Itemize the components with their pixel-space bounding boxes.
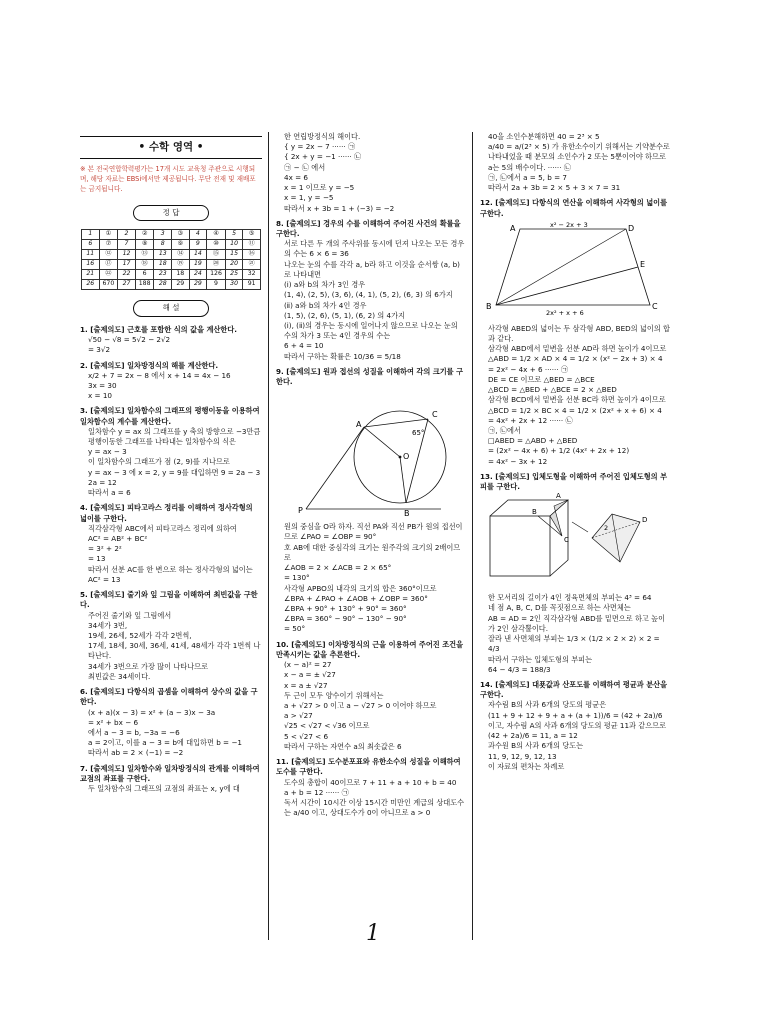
column-2 (276, 132, 466, 823)
item-line: 따라서 구하는 자연수 a의 최솟값은 6 (284, 741, 402, 751)
item-line: 나오는 눈의 수를 각각 a, b라 하고 이것을 순서쌍 (a, b)로 나타내면 (284, 259, 460, 279)
item-line: △ABD = 1/2 × AD × 4 = 1/2 × (x² − 2x + 3) × 4 (488, 354, 663, 364)
answer-value: 32 (243, 270, 261, 280)
item-line: a = 2이고, 이를 a − 3 = b에 대입하면 b = −1 (88, 738, 242, 748)
answer-value: 9 (207, 280, 226, 290)
item-heading: 9. [출제의도] 원과 접선의 성질을 이해하여 각의 크기를 구한다. (276, 366, 464, 387)
question-number: 26 (82, 280, 100, 290)
item-line: (ⅰ), (ⅱ)의 경우는 동시에 일어나지 않으므로 나오는 눈의 수의 차가 3 또는 4인 경우의 수는 (284, 320, 458, 341)
item-line: 잘라 낸 사면체의 부피는 1/3 × (1/2 × 2 × 2) × 2 = 4/3 (488, 634, 660, 654)
question-number: 29 (189, 280, 207, 290)
item-line: 19세, 26세, 52세가 각각 2번씩, (88, 630, 192, 640)
item-line: AC² = 13 (88, 574, 121, 584)
item-line: ㉠, ㉡에서 (488, 425, 521, 435)
item-line: 이 자료의 편차는 차례로 (488, 761, 565, 771)
answer-value: 670 (99, 280, 118, 290)
item-line: 5 < √27 < 6 (284, 731, 329, 741)
explanation-item (276, 132, 466, 214)
item-line: (ⅰ) a와 b의 차가 3인 경우 (284, 280, 366, 290)
item-line: = 4x² − 3x + 12 (488, 456, 548, 466)
item-heading: 2. [출제의도] 일차방정식의 해를 계산한다. (80, 360, 219, 370)
item-line: y = ax − 3 (88, 447, 127, 457)
item-line: 일차함수 y = ax 의 그래프를 y 축의 방향으로 −3만큼 평행이동한 그래프를 나타내는 일차함수의 식은 (88, 426, 261, 447)
question-number: 9 (189, 240, 207, 250)
item-line: 17세, 18세, 30세, 36세, 41세, 48세가 각각 1번씩 나타난다. (88, 641, 261, 661)
item-line: AC² = AB² + BC² (88, 534, 148, 544)
question-number: 22 (118, 270, 136, 280)
item-line: 자수림 B의 사과 6개의 당도의 평균은 (488, 700, 607, 710)
answer-table (81, 229, 261, 290)
answer-value: ㉑ (243, 260, 261, 270)
label-E: E (640, 259, 646, 269)
question-number: 2 (118, 230, 136, 240)
label-top-side: x² − 2x + 3 (550, 220, 588, 229)
question-number: 19 (189, 260, 207, 270)
item-line: 34세가 3번, (88, 620, 128, 630)
label-B: B (404, 509, 410, 518)
item-heading: 1. [출제의도] 근호를 포함한 식의 값을 계산한다. (80, 324, 238, 334)
item-heading: 5. [출제의도] 줄기와 잎 그림을 이해하여 최빈값을 구한다. (80, 590, 258, 610)
answer-row (82, 240, 261, 250)
explanation-item (480, 593, 670, 675)
figure-trapezoid (480, 219, 670, 319)
question-number: 21 (82, 270, 100, 280)
answer-value: ⑧ (135, 240, 154, 250)
answer-value: 6 (135, 270, 154, 280)
item-line: 34세가 3번으로 가장 많이 나타나므로 (88, 661, 209, 671)
item-line: 따라서 구하는 확률은 10/36 = 5/18 (284, 351, 401, 361)
label-C: C (564, 536, 569, 545)
answer-value: 29 (172, 280, 190, 290)
answer-value: 91 (243, 280, 261, 290)
item-line: (1, 5), (2, 6), (5, 1), (6, 2) 의 4가지 (284, 310, 405, 320)
question-number: 6 (82, 240, 100, 250)
item-line: = 4x² + 2x + 12 ······ ㉡ (488, 415, 573, 425)
question-number: 5 (225, 230, 243, 240)
item-heading: 10. [출제의도] 이차방정식의 근을 이용하여 주어진 조건을 만족시키는 값을 추론한다. (276, 639, 464, 659)
item-line: △BCD = 1/2 × BC × 4 = 1/2 × (2x² + x + 6) × 4 (488, 405, 662, 415)
question-number: 30 (225, 280, 243, 290)
label-bottom-side: 2x² + x + 6 (546, 308, 584, 317)
item-line: 한 연립방정식의 해이다. (284, 132, 361, 141)
question-number: 12 (118, 250, 136, 260)
answer-row (82, 260, 261, 270)
item-line: 따라서 2a + 3b = 2 × 5 + 3 × 7 = 31 (488, 183, 621, 193)
item-line: 주어진 줄기와 잎 그림에서 (88, 610, 172, 620)
item-heading: 3. [출제의도] 일차함수의 그래프의 평행이동을 이용하여 일차함수의 계수를 계산한다. (80, 406, 260, 426)
answer-value: ㉒ (99, 270, 118, 280)
label-C: C (432, 410, 438, 420)
explanation-item (480, 198, 670, 318)
item-line: a + √27 > 0 이고 a − √27 > 0 이어야 하므로 (284, 700, 437, 710)
item-line: DE = CE 이므로 △BED = △BCE (488, 374, 595, 384)
item-line: x = 1, y = −5 (284, 193, 334, 203)
item-line: 사각형 APBO의 내각의 크기의 합은 360°이므로 (284, 583, 437, 593)
label-A: A (510, 223, 516, 233)
label-A: A (556, 492, 561, 501)
item-line: x/2 + 7 = 2x − 8 에서 x + 14 = 4x − 16 (88, 370, 231, 380)
item-line: ∠BPA = 360° − 90° − 130° − 90° (284, 614, 407, 624)
item-line: 11, 9, 12, 9, 12, 13 (488, 751, 557, 761)
question-number: 20 (225, 260, 243, 270)
item-line: a + b = 12 ······ ㉠ (284, 787, 349, 797)
item-line: 따라서 a = 6 (88, 488, 131, 498)
explanation-item (276, 640, 466, 752)
figure-circle-tangent (276, 387, 466, 517)
page-number: 1 (366, 921, 380, 946)
item-line: 따라서 구하는 입체도형의 부피는 (488, 654, 593, 664)
question-number: 23 (154, 270, 172, 280)
item-line: 한 모서리의 길이가 4인 정육면체의 부피는 4³ = 64 (488, 593, 652, 603)
answer-value: ⑯ (243, 250, 261, 260)
item-heading: 12. [출제의도] 다항식의 연산을 이해하여 사각형의 넓이를 구한다. (480, 198, 668, 218)
question-number: 24 (189, 270, 207, 280)
item-line: 삼각형 BCD에서 밑변을 선분 BC라 하면 높이가 4이므로 (488, 395, 666, 405)
answer-row (82, 280, 261, 290)
section-title: • 수학 영역 • (80, 136, 262, 159)
item-line: 과수원 B의 사과 6개의 당도는 (488, 741, 584, 751)
answer-value: ⑳ (207, 260, 226, 270)
item-line: (ⅱ) a와 b의 차가 4인 경우 (284, 300, 367, 310)
item-heading: 6. [출제의도] 다항식의 곱셈을 이해하여 상수의 값을 구한다. (80, 687, 258, 707)
item-line: 에서 a − 3 = b, −3a = −6 (88, 727, 180, 737)
answer-value: ⑭ (172, 250, 190, 260)
explanation-item (80, 361, 262, 402)
item-line: 도수의 총합이 40이므로 7 + 11 + a + 10 + b = 40 (284, 777, 457, 787)
answer-value: ⑱ (135, 260, 154, 270)
answer-value: ⑦ (99, 240, 118, 250)
explanation-item (80, 325, 262, 356)
item-line: x = a ± √27 (284, 680, 328, 690)
item-line: ㉠, ㉡에서 a = 5, b = 7 (488, 172, 567, 182)
answer-value: ⑤ (243, 230, 261, 240)
explanation-item (80, 687, 262, 759)
item-line: 따라서 ab = 2 × (−1) = −2 (88, 748, 184, 758)
explanation-item (480, 680, 670, 772)
question-number: 3 (154, 230, 172, 240)
item-line: 두 근이 모두 양수이기 위해서는 (284, 690, 384, 700)
item-line: a/40 = a/(2³ × 5) 가 유한소수이기 위해서는 기약분수로 나타내었을 때 분모의 소인수가 2 또는 5뿐이어야 하므로 a는 5의 배수이다. ······ ㉡ (488, 142, 670, 172)
answer-value: ⑩ (207, 240, 226, 250)
item-line: AB = AD = 2인 직각삼각형 ABD를 밑면으로 하고 높이가 2인 삼각뿔이다. (488, 613, 666, 633)
item-line: ∠BPA + 90° + 130° + 90° = 360° (284, 604, 407, 613)
item-line: = (2x² − 4x + 6) + 1/2 (4x² + 2x + 12) (488, 446, 630, 456)
item-line: (11 + 9 + 12 + 9 + a + (a + 1))/6 = (42 + 2a)/6 (488, 710, 663, 720)
label-D: D (628, 223, 635, 233)
question-number: 15 (225, 250, 243, 260)
question-number: 28 (154, 280, 172, 290)
item-heading: 14. [출제의도] 대푯값과 산포도를 이해하여 평균과 분산을 구한다. (480, 680, 668, 700)
item-line: 직각삼각형 ABC에서 피타고라스 정리에 의하여 (88, 523, 237, 533)
item-line: = 3√2 (88, 345, 111, 355)
question-number: 17 (118, 260, 136, 270)
question-number: 25 (225, 270, 243, 280)
item-line: 4x = 6 (284, 172, 308, 182)
answers-label: 정 답 (133, 205, 209, 222)
item-line: 이고, 자수림 A의 사과 6개의 당도의 평균 11과 같으므로 (488, 720, 667, 730)
answer-value: ⑫ (99, 250, 118, 260)
item-line: = 50° (284, 624, 306, 634)
question-number: 7 (118, 240, 136, 250)
item-line: x = 10 (88, 391, 112, 401)
item-line: 2a = 12 (88, 477, 117, 487)
column-1 (80, 132, 262, 799)
question-number: 8 (154, 240, 172, 250)
question-number: 16 (82, 260, 100, 270)
explanation-label: 해 설 (133, 300, 209, 317)
item-line: (x − a)² = 27 (284, 660, 332, 670)
item-line: = x² + bx − 6 (88, 717, 139, 727)
item-line: △BCD = △BED + △BCE = 2 × △BED (488, 385, 617, 395)
explanation-item (276, 522, 466, 634)
item-line: 네 점 A, B, C, D를 꼭짓점으로 하는 사면체는 (488, 603, 631, 613)
label-D: D (642, 516, 648, 525)
explanation-item (480, 472, 670, 588)
item-line: 최빈값은 34세이다. (88, 671, 151, 681)
item-line: 독서 시간이 10시간 이상 15시간 미만인 계급의 상대도수는 a/40 이고, 상대도수가 0이 아니므로 a > 0 (284, 797, 465, 818)
question-number: 1 (82, 230, 100, 240)
item-line: y = ax − 3 에 x = 2, y = 9를 대입하면 9 = 2a − 3 (88, 467, 261, 477)
explanation-item (276, 219, 466, 362)
question-number: 11 (82, 250, 100, 260)
answer-value: ⑨ (172, 240, 190, 250)
explanation-item (276, 367, 466, 517)
answer-value: ① (99, 230, 118, 240)
label-C: C (652, 301, 658, 311)
item-line: { 2x + y = −1 ······ ㉡ (284, 152, 362, 162)
label-length: 2 (604, 524, 609, 533)
item-line: = 13 (88, 554, 106, 564)
label-B: B (486, 301, 492, 311)
answer-value: ⑲ (172, 260, 190, 270)
answer-value: ⑰ (99, 260, 118, 270)
item-line: (42 + 2a)/6 = 11, a = 12 (488, 731, 578, 741)
question-number: 14 (189, 250, 207, 260)
question-number: 27 (118, 280, 136, 290)
answer-value: 18 (172, 270, 190, 280)
explanation-item (80, 503, 262, 585)
answer-row (82, 270, 261, 280)
label-P: P (298, 506, 303, 516)
question-number: 18 (154, 260, 172, 270)
item-line: 6 + 4 = 10 (284, 341, 324, 351)
item-line: 따라서 선분 AC를 한 변으로 하는 정사각형의 넓이는 (88, 564, 253, 574)
explanation-item (80, 406, 262, 498)
item-line: 40을 소인수분해하면 40 = 2³ × 5 (488, 132, 600, 141)
item-line: ㉠ − ㉡ 에서 (284, 162, 326, 172)
explanation-list-1 (80, 325, 262, 794)
answer-value: 188 (135, 280, 154, 290)
item-line: 3x = 30 (88, 380, 117, 390)
item-line: ∠AOB = 2 × ∠ACB = 2 × 65° (284, 563, 392, 573)
answer-row (82, 230, 261, 240)
answer-value: ⑮ (207, 250, 226, 260)
label-angle: 65° (412, 429, 425, 438)
item-heading: 4. [출제의도] 피타고라스 정리를 이해하여 정사각형의 넓이를 구한다. (80, 503, 253, 523)
figure-cube (480, 492, 670, 588)
item-line: 서로 다른 두 개의 주사위를 동시에 던져 나오는 모든 경우의 수는 6 × 6 = 36 (284, 239, 465, 259)
answer-value: ② (135, 230, 154, 240)
explanation-item (80, 764, 262, 795)
column-rule (472, 132, 473, 940)
item-line: { y = 2x − 7 ······ ㉠ (284, 142, 356, 152)
label-O: O (403, 452, 410, 462)
item-line: x = 1 이므로 y = −5 (284, 183, 355, 193)
question-number: 4 (189, 230, 207, 240)
item-line: = 2x² − 4x + 6 ······ ㉠ (488, 364, 569, 374)
answer-value: 126 (207, 270, 226, 280)
answer-row (82, 250, 261, 260)
explanation-item (480, 324, 670, 467)
item-heading: 13. [출제의도] 입체도형을 이해하여 주어진 입체도형의 부피를 구한다. (480, 471, 668, 492)
explanation-item (80, 590, 262, 682)
question-number: 10 (225, 240, 243, 250)
item-line: 삼각형 ABD에서 밑변을 선분 AD라 하면 높이가 4이므로 (488, 344, 667, 354)
label-A: A (356, 420, 362, 430)
answer-value: ⑪ (243, 240, 261, 250)
item-line: = 3² + 2² (88, 544, 122, 554)
item-line: 두 일차함수의 그래프의 교점의 좌표는 x, y에 대 (88, 784, 240, 794)
item-line: = 130° (284, 573, 310, 583)
item-line: x − a = ± √27 (284, 670, 336, 680)
item-line: 64 − 4/3 = 188/3 (488, 664, 551, 674)
label-B: B (532, 508, 537, 517)
column-rule (268, 132, 269, 940)
notice-text: ※ 본 전국연합학력평가는 17개 시도 교육청 주관으로 시행되며, 해당 자료는 EBSi에서만 제공됩니다. 무단 전재 및 재배포는 금지됩니다. (80, 164, 256, 193)
item-heading: 7. [출제의도] 일차함수와 일차방정식의 관계를 이해하여 교점의 좌표를 구한다. (80, 763, 260, 783)
item-line: √25 < √27 < √36 이므로 (284, 721, 370, 731)
item-line: □ABED = △ABD + △BED (488, 436, 578, 446)
item-line: a > √27 (284, 711, 313, 721)
explanation-item (480, 132, 670, 193)
item-line: ∠BPA + ∠PAO + ∠AOB + ∠OBP = 360° (284, 593, 428, 603)
item-line: 사각형 ABED의 넓이는 두 삼각형 ABD, BED의 넓이의 합과 같다. (488, 323, 670, 343)
answer-value: ④ (207, 230, 226, 240)
item-line: (1, 4), (2, 5), (3, 6), (4, 1), (5, 2), (6, 3) 의 6가지 (284, 290, 453, 300)
item-line: 따라서 x + 3b = 1 + (−3) = −2 (284, 203, 395, 213)
item-line: 이 일차함수의 그래프가 점 (2, 9)를 지나므로 (88, 457, 230, 467)
item-line: (x + a)(x − 3) = x² + (a − 3)x − 3a (88, 707, 216, 717)
answer-value: ⑬ (135, 250, 154, 260)
answer-value: ③ (172, 230, 190, 240)
column-3 (480, 132, 670, 777)
item-heading: 8. [출제의도] 경우의 수를 이해하여 주어진 사건의 확률을 구한다. (276, 218, 461, 238)
item-heading: 11. [출제의도] 도수분포표와 유한소수의 성질을 이해하여 도수를 구한다. (276, 757, 461, 777)
item-line: √50 − √8 = 5√2 − 2√2 (88, 335, 171, 345)
item-line: 호 AB에 대한 중심각의 크기는 원주각의 크기의 2배이므로 (284, 542, 461, 562)
item-line: 원의 중심을 O라 하자. 직선 PA와 직선 PB가 원의 접선이므로 ∠PAO = ∠OBP = 90° (284, 522, 463, 542)
explanation-item (276, 757, 466, 818)
question-number: 13 (154, 250, 172, 260)
